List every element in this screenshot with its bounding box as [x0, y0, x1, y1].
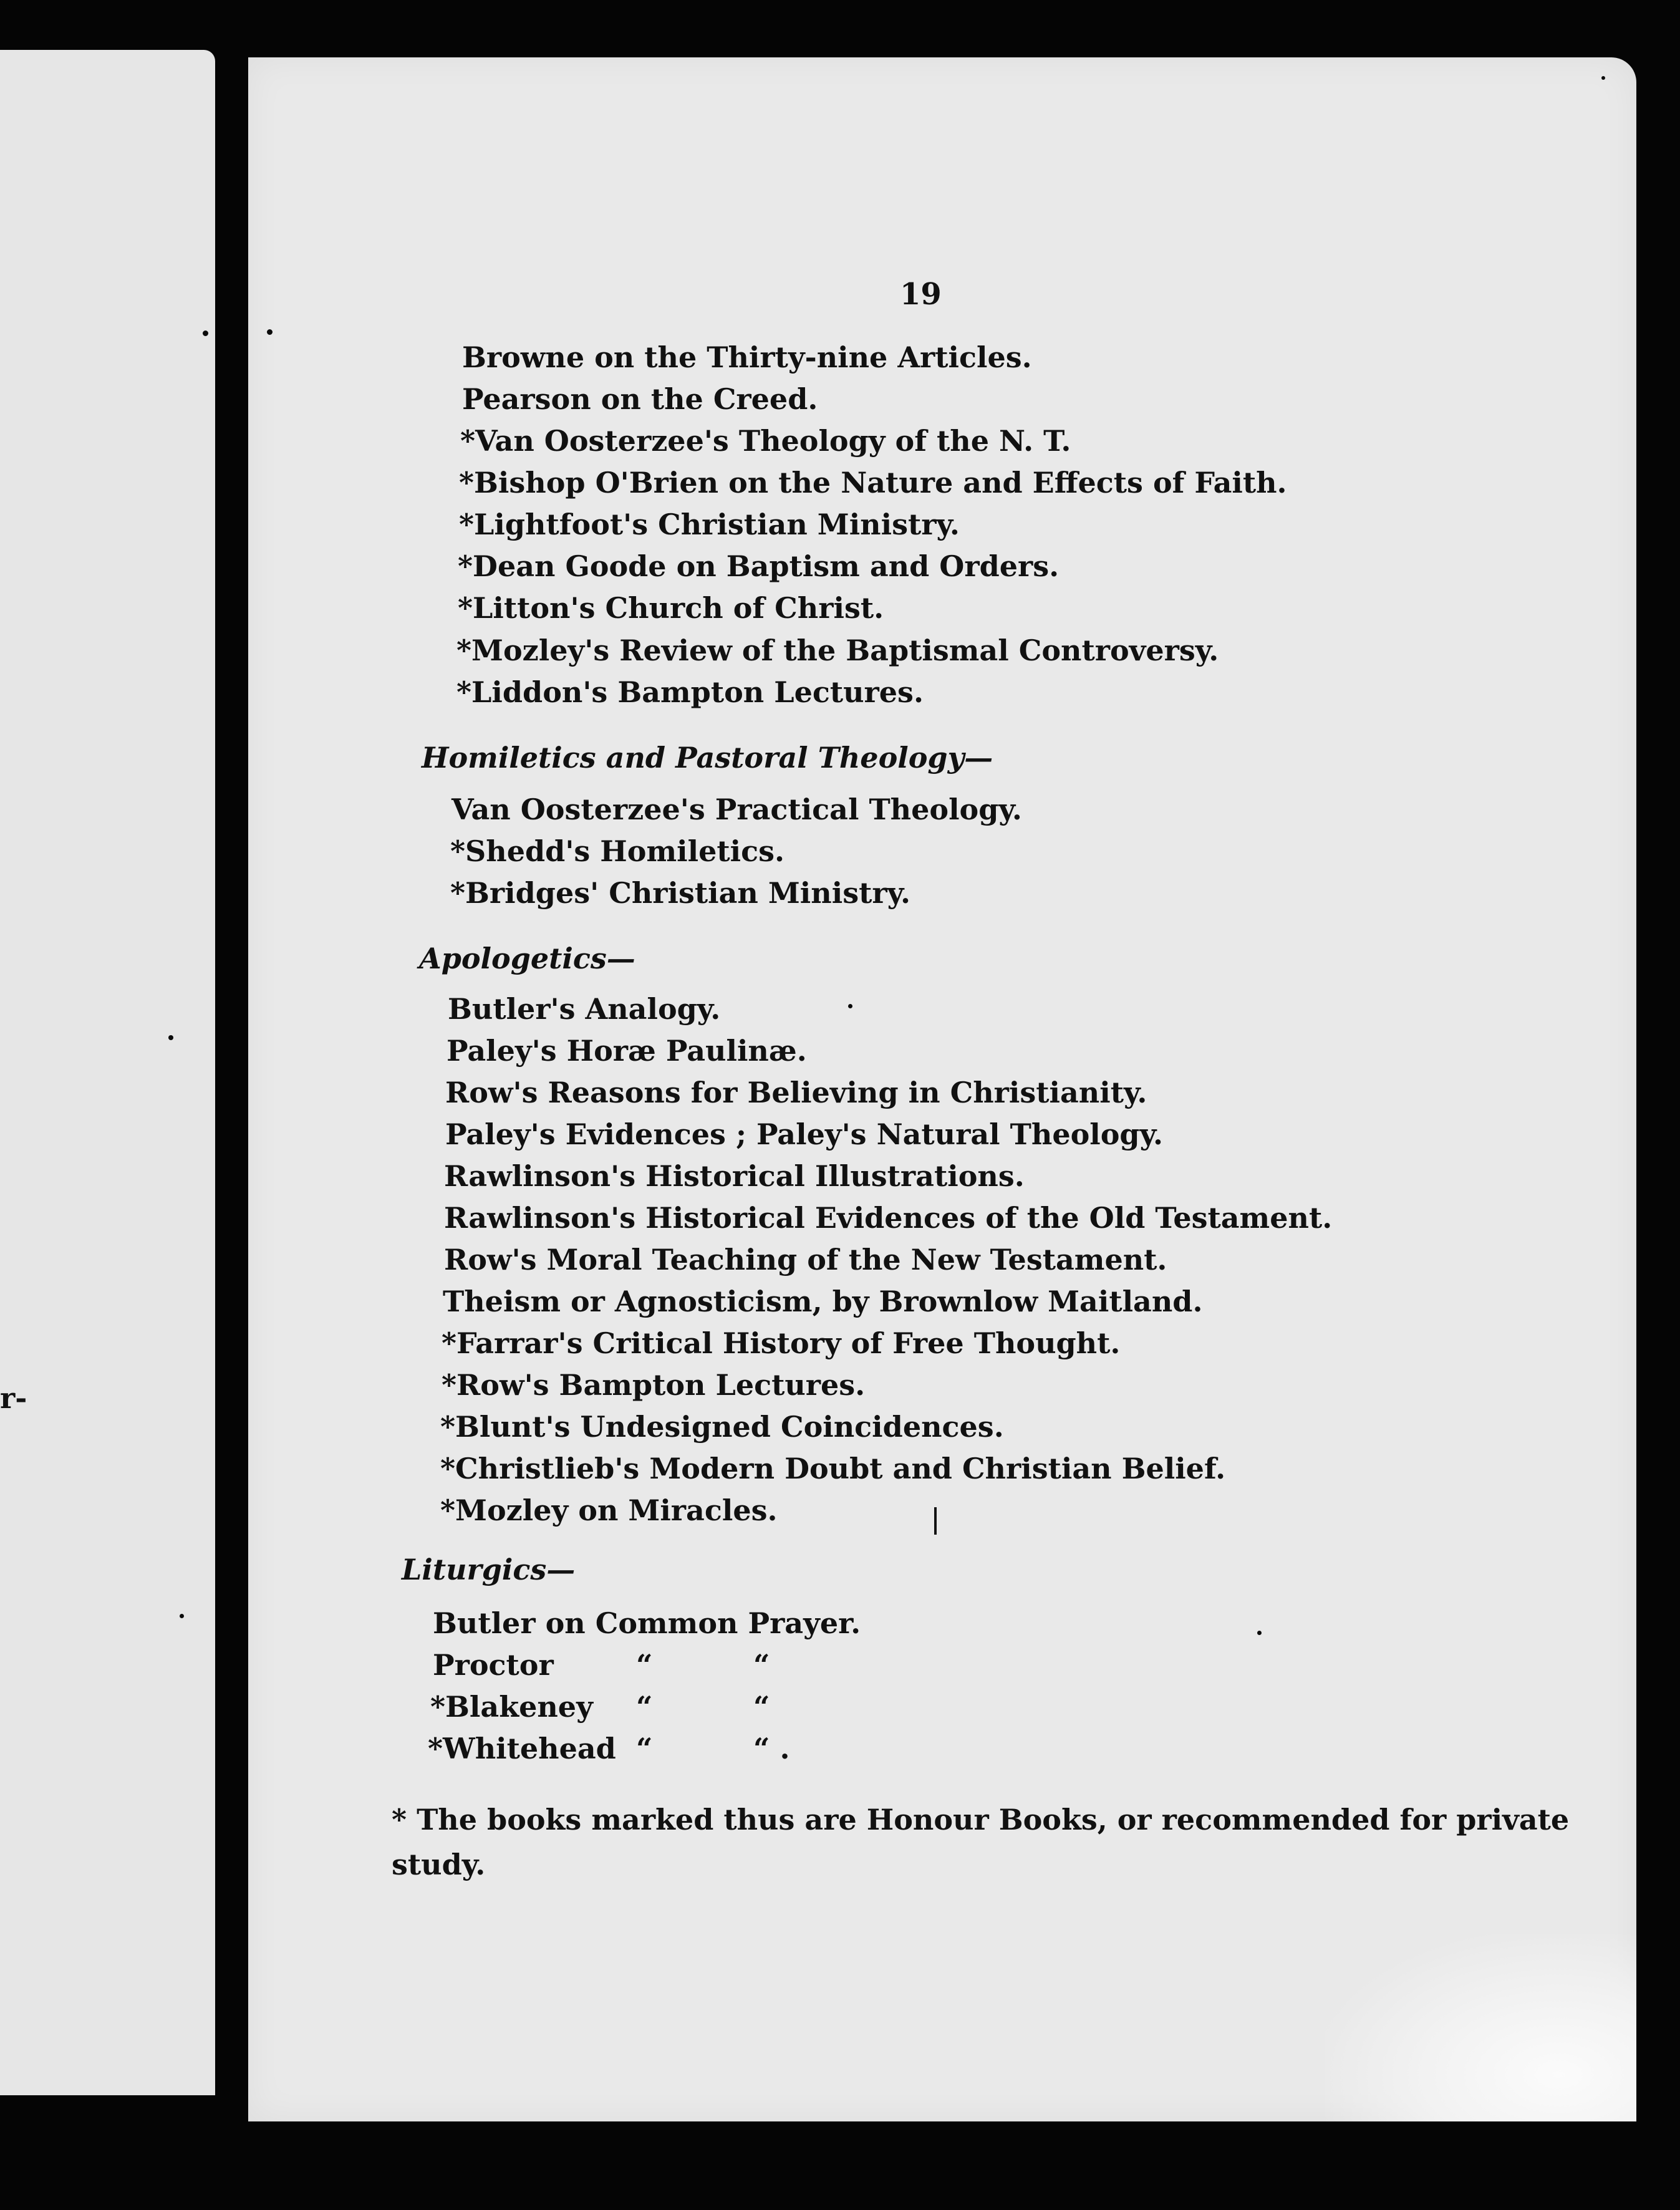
- footnote: * The books marked thus are Honour Books, or recommended for private study.: [392, 1803, 1570, 1881]
- list-item: Browne on the Thirty-nine Articles.: [462, 340, 1032, 374]
- list-item: Paley's Evidences ; Paley's Natural Theology.: [445, 1117, 1164, 1151]
- section-heading-homiletics: Homiletics and Pastoral Theology—: [422, 741, 993, 774]
- facing-page-fragment: r-: [0, 1381, 27, 1415]
- list-item: *Farrar's Critical History of Free Thought.: [442, 1326, 1121, 1360]
- list-item: *Mozley's Review of the Baptismal Controversy.: [456, 634, 1219, 667]
- gutter-speck: [267, 329, 273, 335]
- list-item: Rawlinson's Historical Evidences of the Old Testament.: [444, 1201, 1333, 1235]
- list-item: Row's Moral Teaching of the New Testament.: [444, 1243, 1167, 1276]
- list-item: *Blunt's Undesigned Coincidences.: [440, 1410, 1004, 1444]
- list-item: Rawlinson's Historical Illustrations.: [444, 1159, 1025, 1193]
- gutter-speck: [203, 331, 208, 336]
- list-item: *Van Oosterzee's Theology of the N. T.: [460, 424, 1071, 458]
- facing-page: [0, 50, 215, 2095]
- list-item: Butler on Common Prayer.: [433, 1606, 861, 1640]
- list-item: *Liddon's Bampton Lectures.: [456, 675, 924, 709]
- list-item: *Shedd's Homiletics.: [450, 834, 784, 868]
- liturgics-row-name: *Blakeney: [430, 1690, 593, 1724]
- section-heading-apologetics: Apologetics—: [419, 942, 635, 975]
- ditto-mark: “: [753, 1690, 770, 1724]
- liturgics-row-name: *Whitehead: [428, 1732, 616, 1765]
- list-item: Theism or Agnosticism, by Brownlow Maitland.: [443, 1285, 1203, 1318]
- ditto-mark: “ .: [753, 1732, 790, 1765]
- ditto-mark: “: [753, 1648, 770, 1682]
- list-item: Van Oosterzee's Practical Theology.: [451, 793, 1022, 826]
- ditto-mark: “: [636, 1732, 653, 1765]
- list-item: Butler's Analogy.: [448, 992, 721, 1026]
- list-item: *Litton's Church of Christ.: [458, 591, 884, 625]
- liturgics-row-name: Proctor: [433, 1648, 554, 1682]
- gutter-speck: [168, 1035, 173, 1040]
- book-page: [248, 57, 1636, 2121]
- ditto-mark: “: [636, 1690, 653, 1724]
- section-heading-liturgics: Liturgics—: [402, 1553, 576, 1586]
- list-item: *Lightfoot's Christian Ministry.: [459, 508, 960, 541]
- list-item: Pearson on the Creed.: [462, 382, 818, 416]
- page-number: 19: [900, 277, 942, 312]
- list-item: *Mozley on Miracles.: [440, 1493, 778, 1527]
- list-item: *Bishop O'Brien on the Nature and Effects of Faith.: [459, 466, 1287, 499]
- ink-speck: [1257, 1631, 1262, 1635]
- ditto-mark: “: [636, 1648, 653, 1682]
- stray-pen-mark: [934, 1507, 937, 1535]
- page-glare: [1325, 1934, 1636, 2121]
- gutter-speck: [180, 1614, 184, 1618]
- list-item: Row's Reasons for Believing in Christianity.: [445, 1076, 1147, 1109]
- ink-speck: [848, 1004, 852, 1008]
- list-item: *Christlieb's Modern Doubt and Christian Belief.: [440, 1452, 1226, 1485]
- list-item: Paley's Horæ Paulinæ.: [447, 1034, 807, 1068]
- list-item: *Bridges' Christian Ministry.: [450, 876, 911, 910]
- list-item: *Dean Goode on Baptism and Orders.: [458, 549, 1060, 583]
- list-item: *Row's Bampton Lectures.: [442, 1368, 866, 1402]
- ink-speck: [1601, 76, 1605, 80]
